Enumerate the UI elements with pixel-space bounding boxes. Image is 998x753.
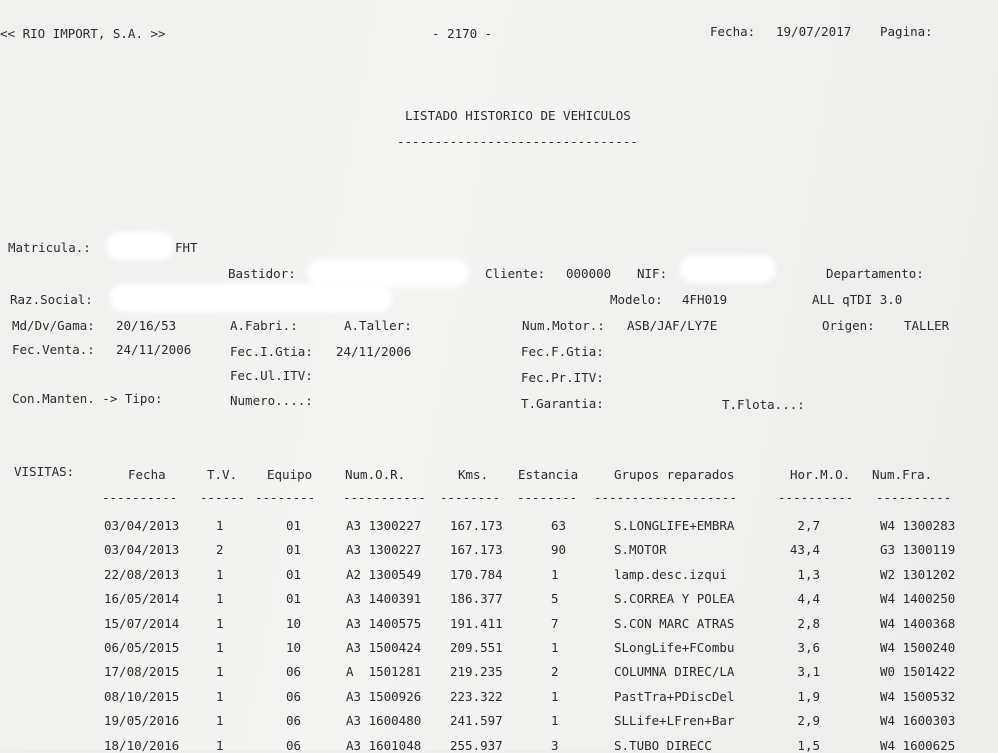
matricula-label: Matricula.:	[8, 240, 91, 255]
fecfgtia-label: Fec.F.Gtia:	[521, 344, 604, 359]
col-fecha-cell: 06/05/2015	[104, 640, 180, 655]
title-underline: --------------------------------	[397, 134, 638, 149]
company-name: << RIO IMPORT, S.A. >>	[0, 26, 166, 41]
col-hormo-cell: 3,6	[797, 640, 820, 655]
col-equipo-cell: 01	[286, 566, 302, 582]
col-tv-cell: 1	[216, 518, 224, 533]
col-tv-header: T.V.	[207, 467, 238, 482]
fecigtia-label: Fec.I.Gtia:	[230, 344, 313, 359]
col-grupos-cell: S.LONGLIFE+EMBRA	[614, 518, 735, 533]
col-fecha-cell: 08/10/2015	[104, 688, 180, 704]
col-grupos-cell: COLUMNA DIREC/LA	[614, 664, 735, 680]
col-kms-cell: 167.173	[450, 518, 503, 533]
col-fecha-cell: 18/10/2016	[104, 737, 180, 753]
col-tv-cell: 1	[216, 664, 224, 680]
col-numfra-cell: W4 1400250	[880, 591, 956, 607]
col-estancia-cell: 5	[551, 591, 559, 607]
date-label: Fecha:	[710, 24, 756, 39]
cliente-label: Cliente:	[485, 266, 546, 281]
col-equipo-header: Equipo	[267, 467, 313, 482]
redacted-matricula	[110, 236, 170, 256]
col-equipo-cell: 06	[286, 713, 302, 729]
redacted-raz-social	[114, 288, 388, 308]
col-numfra-cell: W4 1500532	[880, 688, 956, 704]
raz-social-label: Raz.Social:	[10, 292, 93, 307]
col-grupos-cell: SLLife+LFren+Bar	[614, 713, 735, 729]
col-grupos-cell: SLongLife+FCombu	[614, 640, 735, 655]
col-numor-cell: A3 1500424	[346, 640, 422, 655]
md-label: Md/Dv/Gama:	[12, 318, 95, 333]
bastidor-label: Bastidor:	[228, 266, 296, 281]
col-kms-cell: 170.784	[450, 566, 503, 582]
col-hormo-header: Hor.M.O.	[790, 467, 851, 482]
col-hormo-cell: 2,7	[797, 518, 820, 533]
col-fecha-cell: 15/07/2014	[104, 615, 180, 631]
modelo-value: 4FH019	[682, 292, 728, 307]
col-kms-cell: 255.937	[450, 737, 503, 753]
md-value: 20/16/53	[116, 318, 177, 333]
redacted-nif	[684, 259, 772, 279]
col-fecha-separator: ----------	[102, 490, 178, 505]
col-grupos-cell: lamp.desc.izqui	[614, 566, 727, 582]
col-equipo-cell: 06	[286, 737, 302, 753]
page-label: Pagina:	[880, 24, 933, 39]
col-fecha-header: Fecha	[128, 467, 166, 482]
date-value: 19/07/2017	[776, 24, 852, 39]
col-estancia-cell: 1	[551, 688, 559, 704]
col-hormo-cell: 2,8	[797, 615, 820, 631]
col-tv-cell: 1	[216, 688, 224, 704]
redacted-bastidor	[312, 263, 464, 283]
col-estancia-cell: 7	[551, 615, 559, 631]
col-estancia-cell: 63	[551, 518, 567, 533]
col-numfra-header: Num.Fra.	[872, 467, 933, 482]
departamento-label: Departamento:	[826, 266, 924, 281]
col-hormo-cell: 1,9	[797, 688, 820, 704]
col-numfra-cell: G3 1300119	[880, 542, 956, 558]
col-fecha-cell: 16/05/2014	[104, 591, 180, 607]
nif-label: NIF:	[637, 266, 668, 281]
col-grupos-cell: S.CORREA Y POLEA	[614, 591, 735, 607]
col-kms-cell: 186.377	[450, 591, 503, 607]
col-estancia-cell: 1	[551, 566, 559, 582]
col-hormo-cell: 4,4	[797, 591, 820, 607]
col-fecha-cell: 19/05/2016	[104, 713, 180, 729]
col-equipo-separator: --------	[255, 490, 316, 505]
col-fecha-cell: 22/08/2013	[104, 566, 180, 582]
col-estancia-separator: --------	[517, 490, 578, 505]
cliente-value: 000000	[566, 266, 612, 281]
fecpr-label: Fec.Pr.ITV:	[521, 370, 604, 385]
col-fecha-cell: 03/04/2013	[104, 542, 180, 558]
col-grupos-cell: PastTra+PDiscDel	[614, 688, 735, 704]
col-kms-cell: 167.173	[450, 542, 503, 558]
col-kms-cell: 219.235	[450, 664, 503, 680]
col-equipo-cell: 06	[286, 688, 302, 704]
fecul-label: Fec.Ul.ITV:	[230, 368, 313, 383]
col-numor-cell: A2 1300549	[346, 566, 422, 582]
col-kms-cell: 209.551	[450, 640, 503, 655]
col-equipo-cell: 01	[286, 542, 302, 558]
origen-value: TALLER	[904, 318, 950, 333]
col-estancia-cell: 90	[551, 542, 567, 558]
origen-label: Origen:	[822, 318, 875, 333]
col-tv-separator: ------	[200, 490, 246, 505]
col-kms-cell: 191.411	[450, 615, 503, 631]
col-equipo-cell: 01	[286, 518, 302, 533]
col-numor-separator: -----------	[343, 490, 426, 505]
col-numor-cell: A3 1300227	[346, 518, 422, 533]
col-numor-cell: A3 1600480	[346, 713, 422, 729]
col-tv-cell: 1	[216, 713, 224, 729]
col-fecha-cell: 03/04/2013	[104, 518, 180, 533]
col-tv-cell: 1	[216, 566, 224, 582]
col-estancia-cell: 1	[551, 713, 559, 729]
col-numfra-separator: ----------	[876, 490, 952, 505]
col-kms-separator: --------	[440, 490, 501, 505]
col-hormo-separator: ----------	[778, 490, 854, 505]
col-numfra-cell: W4 1600303	[880, 713, 956, 729]
col-numfra-cell: W4 1500240	[880, 640, 956, 655]
col-tv-cell: 1	[216, 640, 224, 655]
nummotor-value: ASB/JAF/LY7E	[627, 318, 718, 333]
col-numor-cell: A3 1300227	[346, 542, 422, 558]
col-hormo-cell: 2,9	[797, 713, 820, 729]
visitas-label: VISITAS:	[14, 464, 75, 479]
report-title: LISTADO HISTORICO DE VEHICULOS	[405, 108, 631, 123]
col-numor-header: Num.O.R.	[345, 467, 406, 482]
tgarantia-label: T.Garantia:	[521, 396, 604, 411]
col-tv-cell: 1	[216, 615, 224, 631]
col-hormo-cell: 1,5	[797, 737, 820, 753]
ataller-label: A.Taller:	[344, 318, 412, 333]
afabri-label: A.Fabri.:	[230, 318, 298, 333]
fecventa-label: Fec.Venta.:	[12, 342, 95, 357]
col-numor-cell: A3 1601048	[346, 737, 422, 753]
col-equipo-cell: 01	[286, 591, 302, 607]
modelo-label: Modelo:	[610, 292, 663, 307]
col-equipo-cell: 10	[286, 640, 302, 655]
col-equipo-cell: 06	[286, 664, 302, 680]
col-grupos-header: Grupos reparados	[614, 467, 735, 482]
col-equipo-cell: 10	[286, 615, 302, 631]
tflota-label: T.Flota...:	[722, 397, 805, 412]
col-grupos-cell: S.MOTOR	[614, 542, 667, 558]
col-hormo-cell: 3,1	[797, 664, 820, 680]
col-numfra-cell: W0 1501422	[880, 664, 956, 680]
fecigtia-value: 24/11/2006	[336, 344, 412, 359]
col-tv-cell: 1	[216, 591, 224, 607]
col-grupos-cell: S.CON MARC ATRAS	[614, 615, 735, 631]
col-numfra-cell: W4 1400368	[880, 615, 956, 631]
col-tv-cell: 2	[216, 542, 224, 558]
col-kms-cell: 241.597	[450, 713, 503, 729]
col-grupos-cell: S.TUBO DIRECC	[614, 737, 712, 753]
col-numfra-cell: W4 1300283	[880, 518, 956, 533]
col-estancia-cell: 1	[551, 640, 559, 655]
page-code: - 2170 -	[432, 26, 493, 41]
col-grupos-separator: -------------------	[594, 490, 737, 505]
col-estancia-cell: 3	[551, 737, 559, 753]
col-tv-cell: 1	[216, 737, 224, 753]
col-hormo-cell: 43,4	[789, 542, 820, 558]
col-numor-cell: A3 1400575	[346, 615, 422, 631]
col-hormo-cell: 1,3	[797, 566, 820, 582]
col-numfra-cell: W2 1301202	[880, 566, 956, 582]
col-fecha-cell: 17/08/2015	[104, 664, 180, 680]
col-numor-cell: A3 1400391	[346, 591, 422, 607]
col-numfra-cell: W4 1600625	[880, 737, 956, 753]
nummotor-label: Num.Motor.:	[522, 318, 605, 333]
col-estancia-header: Estancia	[518, 467, 579, 482]
modelo-desc: ALL qTDI 3.0	[812, 292, 903, 307]
col-kms-cell: 223.322	[450, 688, 503, 704]
fecventa-value: 24/11/2006	[116, 342, 192, 357]
matricula-suffix: FHT	[175, 240, 198, 255]
conmanten-label: Con.Manten. -> Tipo:	[12, 391, 163, 406]
col-estancia-cell: 2	[551, 664, 559, 680]
col-numor-cell: A 1501281	[346, 664, 422, 680]
col-kms-header: Kms.	[458, 467, 489, 482]
col-numor-cell: A3 1500926	[346, 688, 422, 704]
numero-label: Numero....:	[230, 393, 313, 408]
